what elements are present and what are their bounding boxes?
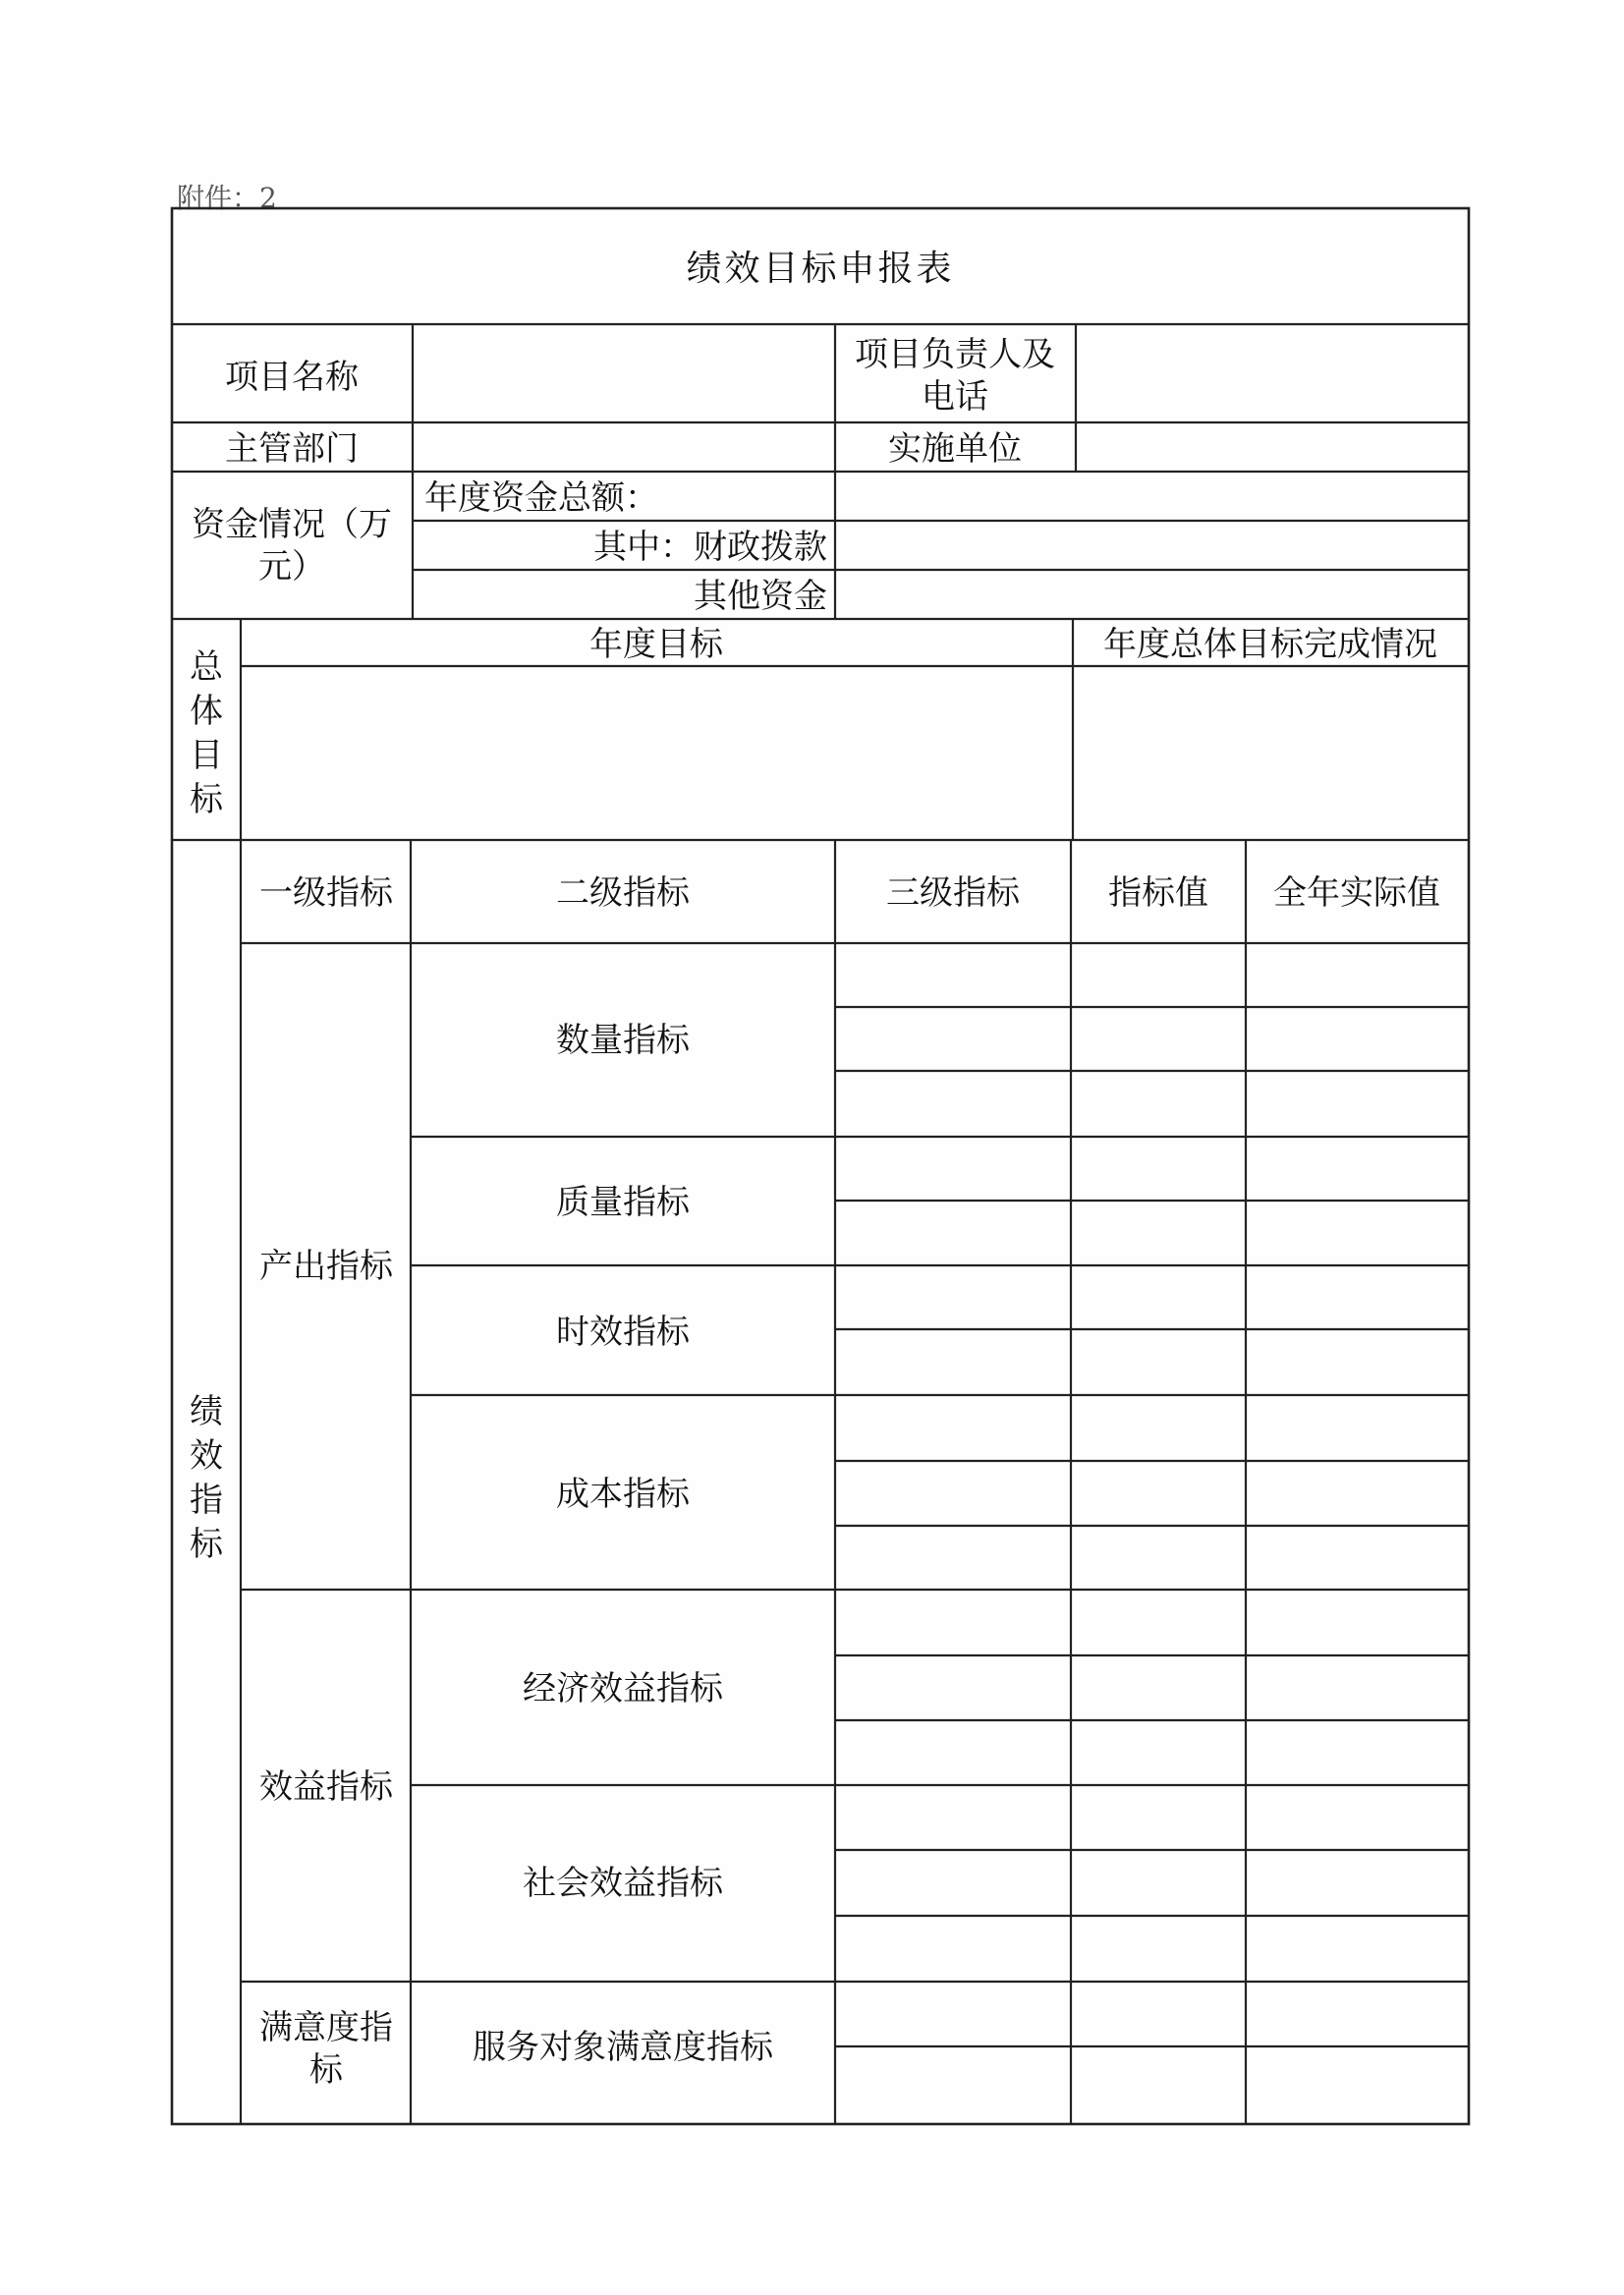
label-funds: 资金情况（万 [192,505,392,544]
col-indicator-value: 指标值 [1108,873,1208,913]
overall-side-2: 体 [190,692,223,731]
label-annual-total: 年度资金总额： [424,478,658,518]
col-level3: 三级指标 [886,873,1020,913]
label-project-name: 项目名称 [225,358,359,397]
overall-side-1: 总 [190,647,223,687]
label-economic-benefit: 经济效益指标 [523,1669,723,1708]
label-cost: 成本指标 [556,1475,690,1514]
label-project-lead-phone: 电话 [922,377,988,417]
label-goal-completion: 年度总体目标完成情况 [1103,625,1437,664]
label-satisfaction-indicator-2: 标 [309,2050,343,2090]
label-other-funds: 其他资金 [694,577,827,616]
col-annual-actual: 全年实际值 [1273,873,1440,913]
label-quality: 质量指标 [556,1183,690,1222]
label-dept: 主管部门 [225,429,359,469]
label-fiscal: 其中：财政拨款 [593,528,827,567]
label-timeliness: 时效指标 [556,1313,690,1352]
label-quantity: 数量指标 [556,1021,690,1060]
overall-side-3: 目 [190,736,223,775]
indicator-side-4: 标 [190,1525,223,1564]
indicator-side-2: 效 [190,1436,223,1476]
label-satisfaction-indicator: 满意度指 [259,2008,393,2047]
attachment-label: 附件：2 [177,182,277,214]
label-output-indicator: 产出指标 [259,1247,393,1286]
overall-side-4: 标 [190,780,223,819]
col-level2: 二级指标 [556,873,690,913]
label-project-lead: 项目负责人及 [855,335,1055,374]
label-impl-unit: 实施单位 [888,429,1022,469]
col-level1: 一级指标 [259,873,393,913]
label-service-satisfaction: 服务对象满意度指标 [473,2028,773,2067]
label-annual-goal: 年度目标 [589,625,723,664]
label-social-benefit: 社会效益指标 [523,1864,723,1903]
label-funds-unit: 元） [258,547,325,587]
indicator-side-3: 指 [190,1481,223,1520]
table-border [172,208,1469,2124]
label-benefit-indicator: 效益指标 [259,1767,393,1807]
form-title: 绩效目标申报表 [686,249,955,289]
indicator-side-1: 绩 [190,1392,223,1431]
